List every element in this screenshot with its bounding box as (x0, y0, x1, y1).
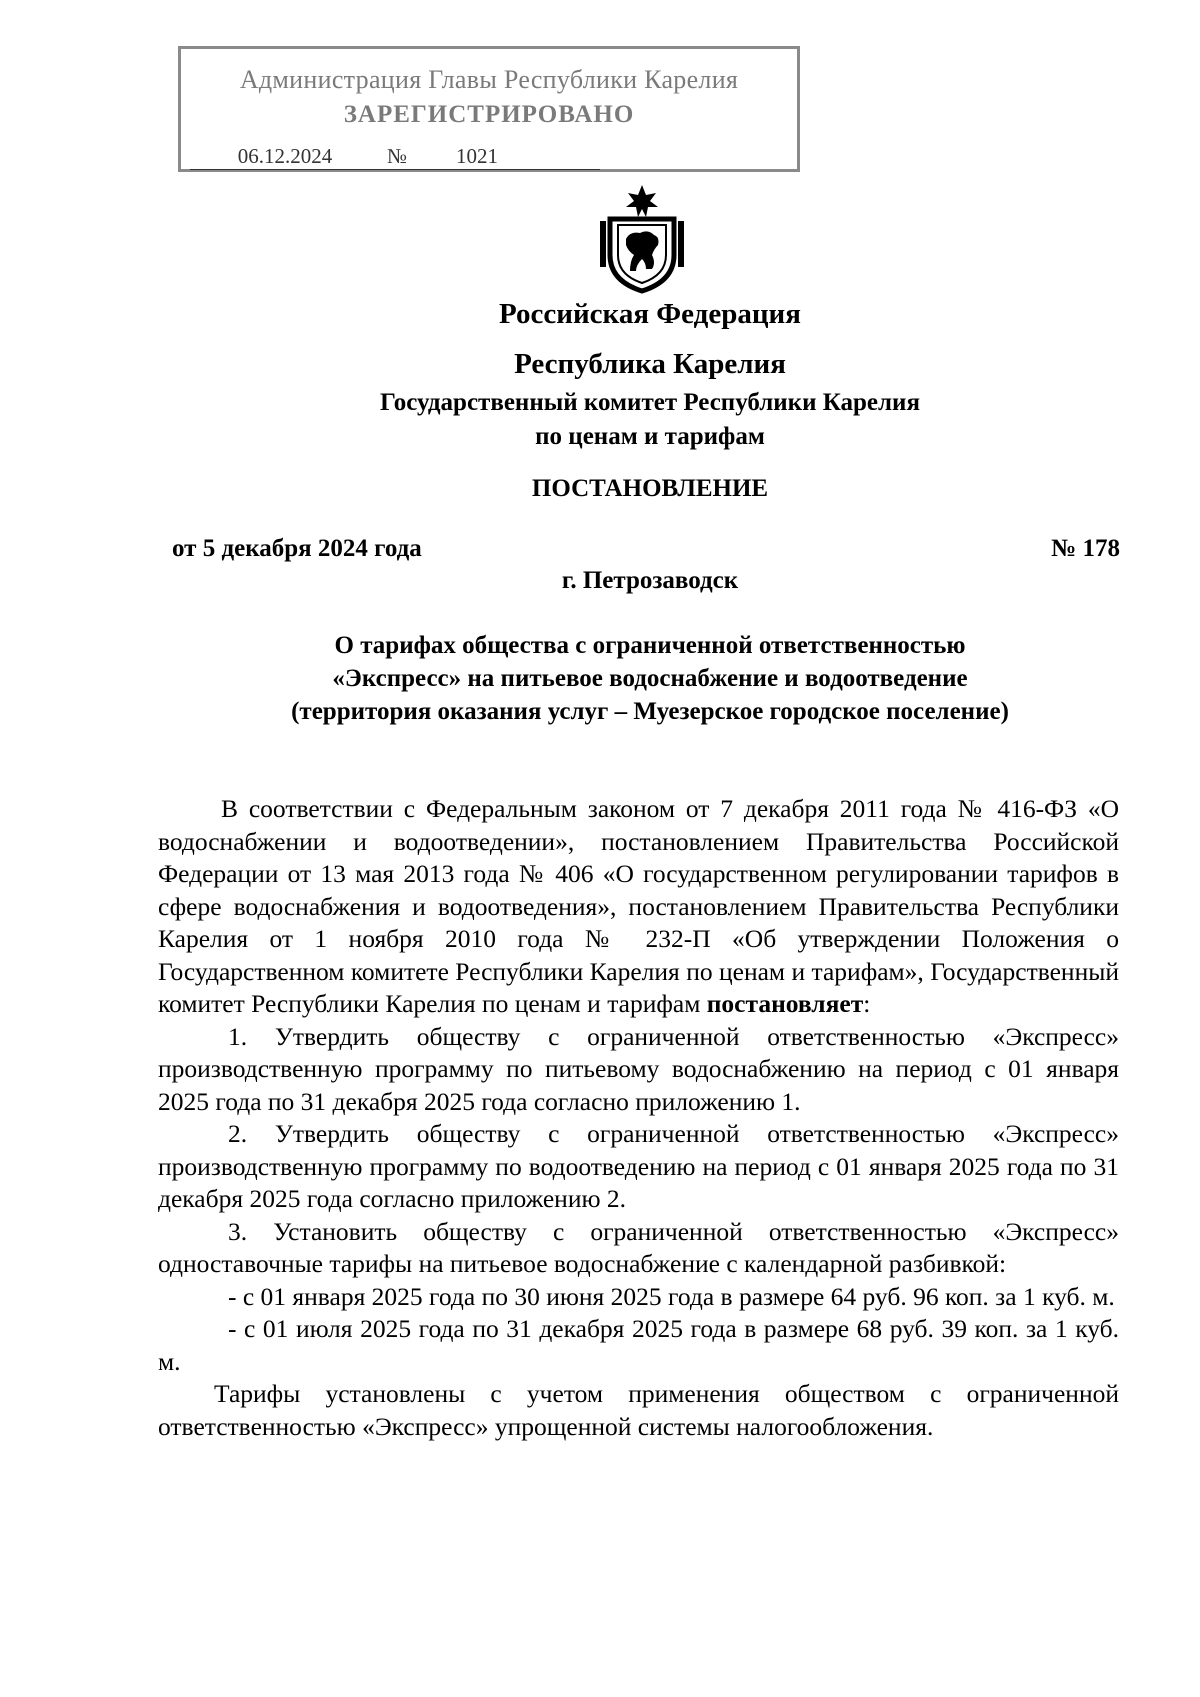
registration-date: 06.12.2024 (190, 144, 380, 170)
preamble-resolves: постановляет (706, 989, 864, 1018)
preamble-text: В соответствии с Федеральным законом от 7 декабря 2011 года № 416-ФЗ «О водоснабжении и водоотведении», постановлением Правительства Российской Федерации от 13 мая 2013 года № 406 «О государственном регулировании тарифов в сфере водоснабжения и водоотведения», постановлением Правительства Республики Карелия от 1 ноября 2010 года № 232-П «Об утверждении Положения о Государственном комитете Республики Карелия по ценам и тарифам», Государственный комитет Республики Карелия по ценам и тарифам (158, 794, 1119, 1018)
tariff-period-2: - с 01 июля 2025 года по 31 декабря 2025 года в размере 68 руб. 39 коп. за 1 куб. м. (158, 1314, 1119, 1376)
document-type: ПОСТАНОВЛЕНИЕ (531, 475, 769, 502)
committee-heading-line2: по ценам и тарифам (535, 423, 765, 450)
committee-heading-line1: Государственный комитет Республики Карелия (380, 389, 920, 416)
tax-note: Тарифы установлены с учетом применения обществом с ограниченной ответственностью «Экспресс» упрощенной системы налогообложения. (158, 1379, 1119, 1441)
federation-heading: Российская Федерация (499, 298, 801, 330)
republic-heading: Республика Карелия (514, 348, 786, 380)
preamble-colon: : (863, 989, 871, 1018)
document-date: от 5 декабря 2024 года (172, 535, 422, 562)
item-3: 3. Установить обществу с ограниченной ответственностью «Экспресс» одноставочные тарифы на питьевое водоснабжение с календарной разбивкой: (158, 1216, 1119, 1278)
document-number: № 178 (1051, 535, 1120, 562)
tariff-period-1: - с 01 января 2025 года по 30 июня 2025 года в размере 64 руб. 96 коп. за 1 куб. м. (228, 1281, 1115, 1311)
karelia-coat-of-arms-icon (596, 183, 688, 295)
item-2: 2. Утвердить обществу с ограниченной ответственностью «Экспресс» производственную программу по водоотведению на период с 01 января 2025 года по 31 декабря 2025 года согласно приложению 2. (158, 1119, 1119, 1213)
registration-number (414, 144, 600, 170)
item-1: 1. Утвердить обществу с ограниченной ответственностью «Экспресс» производственную программу по питьевому водоснабжению на период с 01 января 2025 года по 31 декабря 2025 года согласно приложению 1. (158, 1021, 1119, 1116)
stamp-authority: Администрация Главы Республики Карелия (239, 65, 739, 94)
title-line3: (территория оказания услуг – Муезерское городское поселение) (291, 698, 1009, 725)
title-line1: О тарифах общества с ограниченной ответственностью (334, 632, 966, 659)
document-body (158, 793, 1119, 1443)
title-line2: «Экспресс» на питьевое водоснабжение и водоотведение (332, 665, 968, 692)
stamp-registered: ЗАРЕГИСТРИРОВАНО (343, 101, 635, 128)
preamble-paragraph (158, 793, 1119, 1021)
registration-row (190, 144, 600, 172)
registration-number-label: № (380, 144, 414, 170)
registration-number-value: 1021 (456, 144, 498, 168)
document-city: г. Петрозаводск (561, 567, 739, 594)
